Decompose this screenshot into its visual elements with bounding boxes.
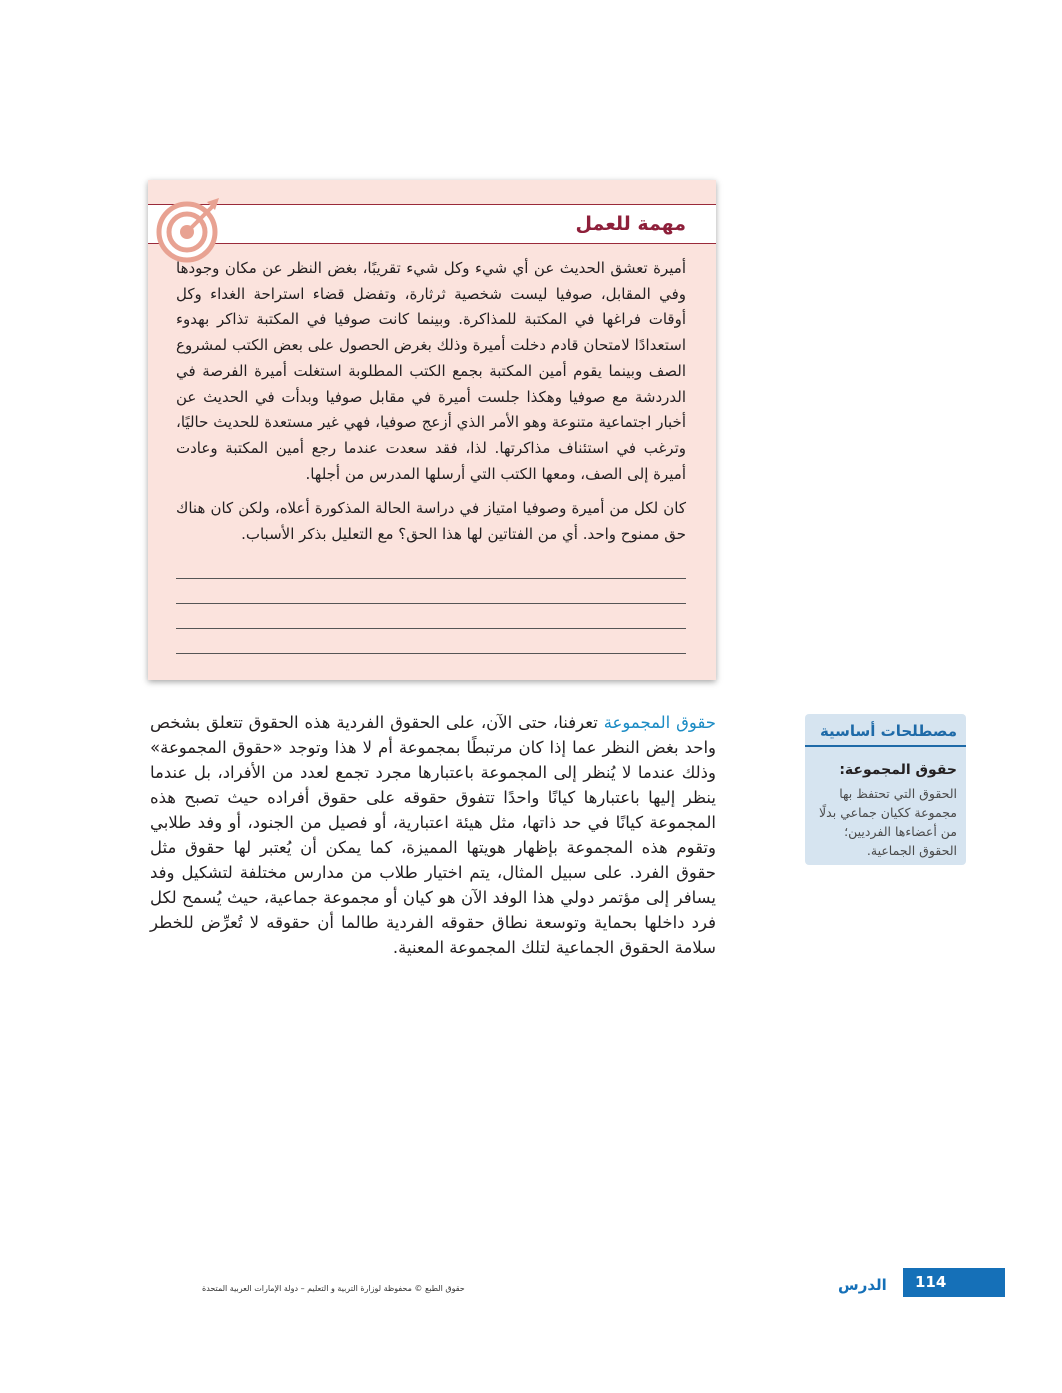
task-title: مهمة للعمل (575, 213, 686, 235)
glossary-term: حقوق المجموعة: (839, 762, 957, 778)
answer-line-2[interactable] (176, 603, 686, 604)
main-paragraph (150, 710, 716, 960)
answer-line-3[interactable] (176, 628, 686, 629)
lesson-label: الدرس (838, 1276, 887, 1294)
main-body-text: تعرفنا، حتى الآن، على الحقوق الفردية هذه الحقوق تتعلق بشخص واحد بغض النظر عما إذا كان مرتبطًا بمجموعة أم لا هذا وتوجد «حقوق المجموعة» وذلك عندما لا يُنظر إلى المجموعة باعتبارها مجرد تجمع لعدد من الأفراد، بل عندما ينظر إليها باعتبارها كيانًا واحدًا تتفوق حقوقه على حقوق أفراده حيث تصبح هذه المجموعة كيانًا في حد ذاتها، مثل هيئة اعتبارية، أو فصيل من الجنود، أو وفد طلابي وتقوم هذه المجموعة بإظهار هويتها المميزة، كما يمكن أن يُعتبر لها حقوق مثل حقوق الفرد. على سبيل المثال، يتم اختيار طلاب من مدارس مختلفة لتشكيل وفد يسافر إلى مؤتمر دولي هذا الوفد الآن هو كيان أو مجموعة جماعية، حيث يُسمح لكل فرد داخلها بحماية وتوسعة نطاق حقوقه الفردية طالما أن حقوقه لا تُعرِّض للخطر سلامة الحقوق الجماعية لتلك المجموعة المعنية. (150, 713, 716, 957)
page-number-badge (903, 1268, 1005, 1297)
task-paragraph-2: كان لكل من أميرة وصوفيا امتياز في دراسة الحالة المذكورة أعلاه، ولكن كان هناك حق ممنوح واحد. أي من الفتاتين لها هذا الحق؟ مع التعليل بذكر الأسباب. (176, 499, 686, 543)
answer-line-4[interactable] (176, 653, 686, 654)
answer-line-1[interactable] (176, 578, 686, 579)
task-paragraph-1: أميرة تعشق الحديث عن أي شيء وكل شيء تقريبًا، بغض النظر عن مكان وجودها وفي المقابل، صوفيا ليست شخصية ثرثارة، وتفضل قضاء استراحة الغداء وكل أوقات فراغها في المكتبة للمذاكرة. وبينما كانت صوفيا في المكتبة تذاكر بهدوء استعدادًا لامتحان قادم دخلت أميرة وذلك بغرض الحصول على بعض الكتب لمشروع الصف وبينما يقوم أمين المكتبة بجمع الكتب المطلوبة استغلت أميرة الفرصة في الدردشة مع صوفيا وهكذا جلست أميرة في مقابل صوفيا وبدأت في الحديث عن أخبار اجتماعية متنوعة وهو الأمر الذي أزعج صوفيا، فهي غير مستعدة للحديث حاليًا، وترغب في استئناف مذاكرتها. لذا، فقد سعدت عندما رجع أمين المكتبة وعادت أميرة إلى الصف، ومعها الكتب التي أرسلها المدرس من أجلها. (176, 259, 686, 483)
task-box (148, 180, 716, 680)
glossary-title: مصطلحات أساسية (819, 722, 957, 740)
glossary-box (805, 714, 966, 865)
task-header (148, 204, 716, 244)
copyright-notice: حقوق الطبع © محفوظة لوزارة التربية و التعليم – دولة الإمارات العربية المتحدة (202, 1284, 465, 1293)
target-icon (155, 194, 225, 264)
highlighted-term: حقوق المجموعة (603, 713, 716, 732)
glossary-definition: الحقوق التي تحتفظ بها مجموعة ككيان جماعي بدلًا من أعضاءها الفرديين؛ الحقوق الجماعية. (819, 786, 957, 858)
glossary-divider (805, 745, 966, 747)
page-number: 114 (915, 1273, 947, 1291)
